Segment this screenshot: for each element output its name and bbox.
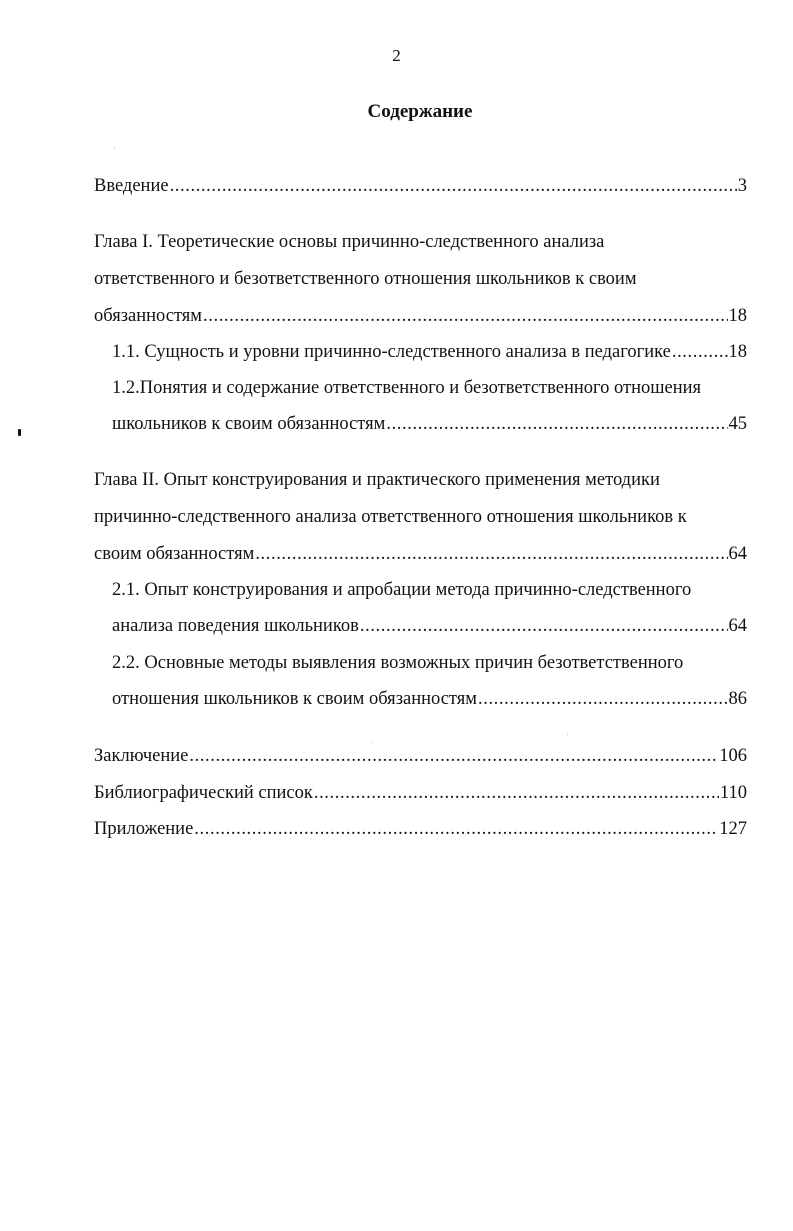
toc-page-number: 64	[728, 616, 747, 636]
toc-entry-chapter1[interactable]	[94, 303, 747, 329]
toc-section-1-2-line1: 1.2.Понятия и содержание ответственного и безответственного отношения	[112, 378, 702, 398]
page-title: Содержание	[367, 101, 473, 122]
toc-chapter2-line2: причинно-следственного анализа ответственного отношения школьников к	[94, 507, 687, 527]
toc-entry-chapter2[interactable]	[94, 541, 747, 567]
leader-dots	[672, 339, 728, 365]
toc-entry-title: своим обязанностям	[94, 544, 255, 564]
toc-page-number: 106	[719, 746, 747, 766]
toc-entry-title: Введение	[94, 176, 169, 196]
scan-mark	[18, 429, 21, 436]
toc-page-number: 18	[728, 342, 747, 362]
toc-chapter1-line1: Глава I. Теоретические основы причинно-следственного анализа	[94, 232, 605, 252]
page-number: 2	[392, 46, 401, 65]
scan-speck	[114, 148, 115, 149]
toc-section-2-1-line1: 2.1. Опыт конструирования и апробации метода причинно-следственного	[112, 580, 692, 600]
toc-entry-title: Заключение	[94, 746, 189, 766]
toc-page-number: 3	[737, 176, 747, 196]
toc-entry-title: школьников к своим обязанностям	[112, 414, 386, 434]
toc-entry-section-1-1[interactable]	[112, 339, 747, 365]
toc-entry-title: отношения школьников к своим обязанностям	[112, 689, 477, 709]
toc-chapter1-line2: ответственного и безответственного отношения школьников к своим	[94, 269, 637, 289]
leader-dots	[194, 816, 718, 842]
toc-page-number: 110	[719, 783, 747, 803]
scan-speck	[567, 734, 568, 735]
leader-dots	[386, 411, 727, 437]
leader-dots	[478, 686, 728, 712]
toc-section-2-2-line1: 2.2. Основные методы выявления возможных причин безответственного	[112, 653, 684, 673]
leader-dots	[203, 303, 727, 329]
toc-entry-title: Библиографический список	[94, 783, 313, 803]
leader-dots	[255, 541, 727, 567]
toc-page-number: 127	[719, 819, 747, 839]
leader-dots	[314, 780, 719, 806]
leader-dots	[360, 613, 728, 639]
toc-page-number: 64	[728, 544, 747, 564]
toc-entry-bibliography[interactable]	[94, 780, 747, 806]
toc-entry-title: анализа поведения школьников	[112, 616, 359, 636]
toc-entry-title: Приложение	[94, 819, 194, 839]
toc-page-number: 18	[728, 306, 747, 326]
toc-entry-intro[interactable]	[94, 173, 747, 199]
toc-page-number: 86	[728, 689, 747, 709]
toc-entry-appendix[interactable]	[94, 816, 747, 842]
toc-entry-section-2-2[interactable]	[112, 686, 747, 712]
toc-chapter2-line1: Глава II. Опыт конструирования и практического применения методики	[94, 470, 660, 490]
toc-entry-title: обязанностям	[94, 306, 203, 326]
leader-dots	[189, 743, 718, 769]
toc-entry-title: 1.1. Сущность и уровни причинно-следственного анализа в педагогике	[112, 342, 671, 362]
leader-dots	[170, 173, 737, 199]
toc-entry-conclusion[interactable]	[94, 743, 747, 769]
toc-entry-section-1-2[interactable]	[112, 411, 747, 437]
toc-entry-section-2-1[interactable]	[112, 613, 747, 639]
toc-page-number: 45	[728, 414, 747, 434]
